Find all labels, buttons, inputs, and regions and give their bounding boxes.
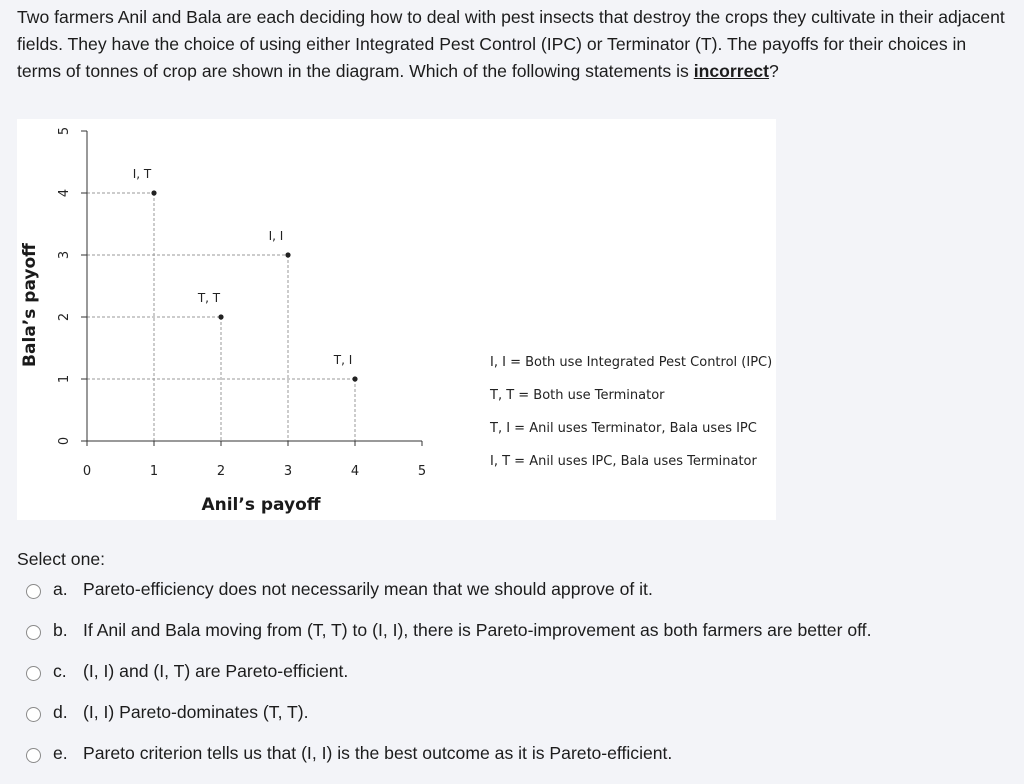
y-tick-label: 1 <box>57 374 72 384</box>
radio-button-d[interactable] <box>26 707 41 722</box>
x-tick-label: 5 <box>417 464 427 479</box>
radio-button-e[interactable] <box>26 748 41 763</box>
data-point <box>151 190 156 195</box>
option-letter: d. <box>53 702 68 722</box>
option-text: Pareto criterion tells us that (I, I) is the best outcome as it is Pareto-efficient. <box>83 743 673 763</box>
point-label: I, T <box>132 167 152 181</box>
option-b[interactable] <box>26 620 1006 661</box>
x-tick-label: 2 <box>216 464 226 479</box>
y-tick-label: 0 <box>57 436 72 446</box>
axis-ticks <box>57 127 426 479</box>
answer-options <box>26 579 1006 784</box>
y-tick-label: 3 <box>57 250 72 260</box>
data-point <box>285 252 290 257</box>
y-tick-label: 2 <box>57 312 72 322</box>
option-a[interactable] <box>26 579 1006 620</box>
legend-entry: I, T = Anil uses IPC, Bala uses Terminator <box>490 454 757 469</box>
data-point <box>218 314 223 319</box>
radio-button-c[interactable] <box>26 666 41 681</box>
option-letter: b. <box>53 620 68 640</box>
legend-entry: T, I = Anil uses Terminator, Bala uses IPC <box>490 421 757 436</box>
point-label: T, I <box>333 353 353 367</box>
legend <box>489 355 772 469</box>
y-axis-label: Bala’s payoff <box>20 243 40 367</box>
y-tick-label: 5 <box>57 126 72 136</box>
option-letter: a. <box>53 579 68 599</box>
question-text <box>17 4 1012 85</box>
x-tick-label: 1 <box>149 464 159 479</box>
radio-button-b[interactable] <box>26 625 41 640</box>
x-axis-label: Anil’s payoff <box>201 495 321 515</box>
x-tick-label: 0 <box>82 464 92 479</box>
option-d[interactable] <box>26 702 1006 743</box>
option-c[interactable] <box>26 661 1006 702</box>
radio-button-a[interactable] <box>26 584 41 599</box>
legend-entry: I, I = Both use Integrated Pest Control (IPC) <box>490 355 773 370</box>
select-one-label: Select one: <box>17 549 106 569</box>
question-end: ? <box>769 61 779 81</box>
option-text: If Anil and Bala moving from (T, T) to (I, I), there is Pareto-improvement as both farmers are better off. <box>83 620 872 640</box>
question-emphasis: incorrect <box>693 61 770 81</box>
option-e[interactable] <box>26 743 1006 784</box>
option-letter: c. <box>53 661 67 681</box>
x-tick-label: 4 <box>350 464 360 479</box>
y-tick-label: 4 <box>57 188 72 198</box>
question-body: Two farmers Anil and Bala are each deciding how to deal with pest insects that destroy the crops they cultivate in their adjacent fields. They have the choice of using either Integrated Pest Control (IPC) or Terminator (T). The payoffs for their choices in terms of tonnes of crop are shown in the diagram. Which of the following statements is <box>17 7 1005 81</box>
point-label: I, I <box>268 229 284 243</box>
payoff-chart <box>17 119 776 520</box>
option-text: Pareto-efficiency does not necessarily mean that we should approve of it. <box>83 579 653 599</box>
option-letter: e. <box>53 743 68 763</box>
option-text: (I, I) and (I, T) are Pareto-efficient. <box>83 661 349 681</box>
option-text: (I, I) Pareto-dominates (T, T). <box>83 702 309 722</box>
data-point <box>352 376 357 381</box>
payoff-diagram <box>17 119 776 520</box>
data-points <box>133 167 358 382</box>
x-tick-label: 3 <box>283 464 293 479</box>
legend-entry: T, T = Both use Terminator <box>490 388 665 403</box>
point-label: T, T <box>197 291 221 305</box>
